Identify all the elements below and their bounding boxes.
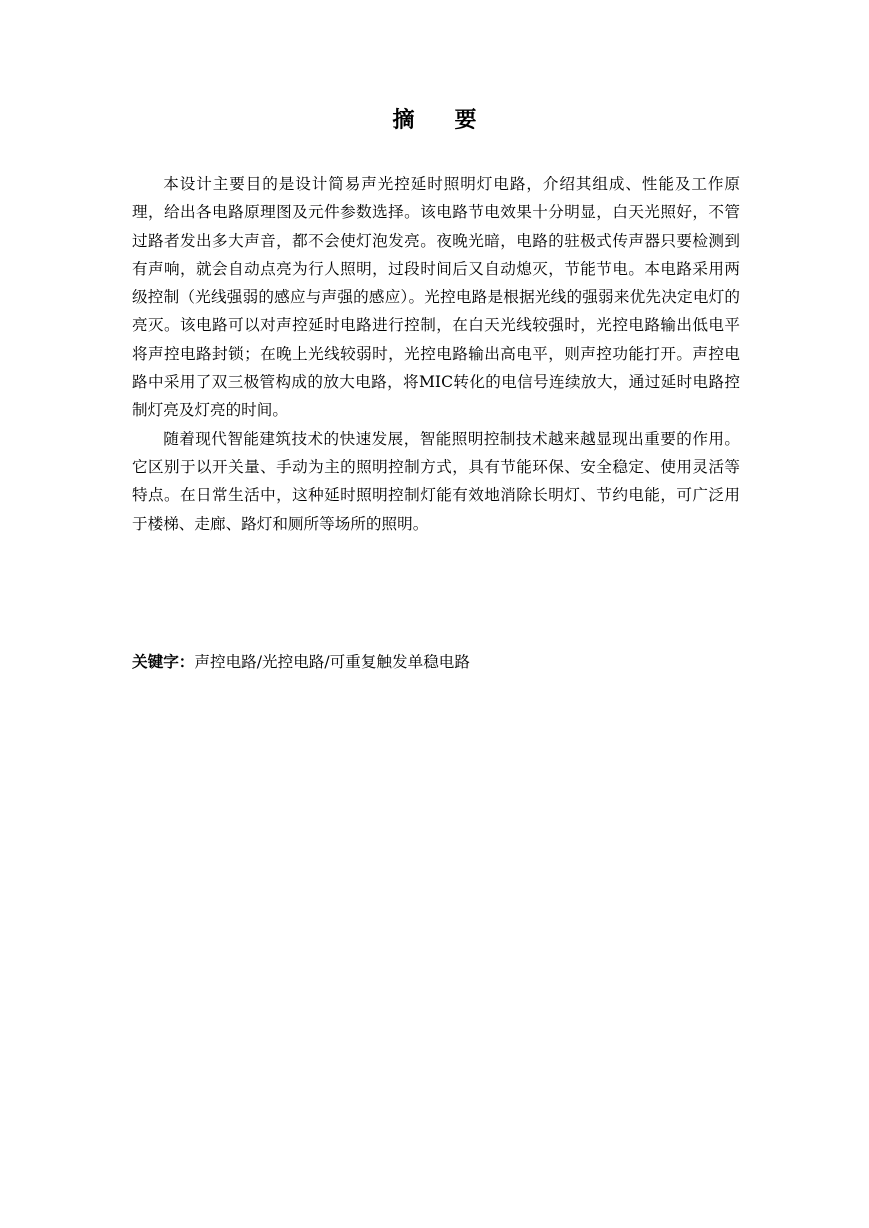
abstract-paragraph-2: 随着现代智能建筑技术的快速发展，智能照明控制技术越来越显现出重要的作用。它区别于以开关量、手动为主的照明控制方式，具有节能环保、安全稳定、使用灵活等特点。在日常生活中，这种延时照明控制灯能有效地消除长明灯、节约电能，可广泛用于楼梯、走廊、路灯和厕所等场所的照明。	[132, 429, 740, 533]
abstract-title-char-2: 要	[454, 108, 477, 133]
abstract-paragraph-1: 本设计主要目的是设计简易声光控延时照明灯电路，介绍其组成、性能及工作原理，给出各电路原理图及元件参数选择。该电路节电效果十分明显，白天光照好，不管过路者发出多大声音，都不会使灯泡发亮。夜晚光暗，电路的驻极式传声器只要检测到有声响，就会自动点亮为行人照明，过段时间后又自动熄灭，节能节电。本电路采用两级控制（光线强弱的感应与声强的感应）。光控电路是根据光线的强弱来优先决定电灯的亮灭。该电路可以对声控延时电路进行控制，在白天光线较强时，光控电路输出低电平将声控电路封锁；在晚上光线较弱时，光控电路输出高电平，则声控功能打开。声控电路中采用了双三极管构成的放大电路，将MIC转化的电信号连续放大，通过延时电路控制灯亮及灯亮的时间。	[132, 175, 740, 420]
abstract-title	[0, 106, 869, 136]
keywords-value: 声控电路/光控电路/可重复触发单稳电路	[194, 653, 470, 671]
abstract-title-char-1: 摘	[392, 108, 415, 133]
abstract-body	[132, 170, 740, 538]
keywords-line	[132, 648, 740, 676]
keywords-label: 关键字：	[132, 653, 195, 671]
